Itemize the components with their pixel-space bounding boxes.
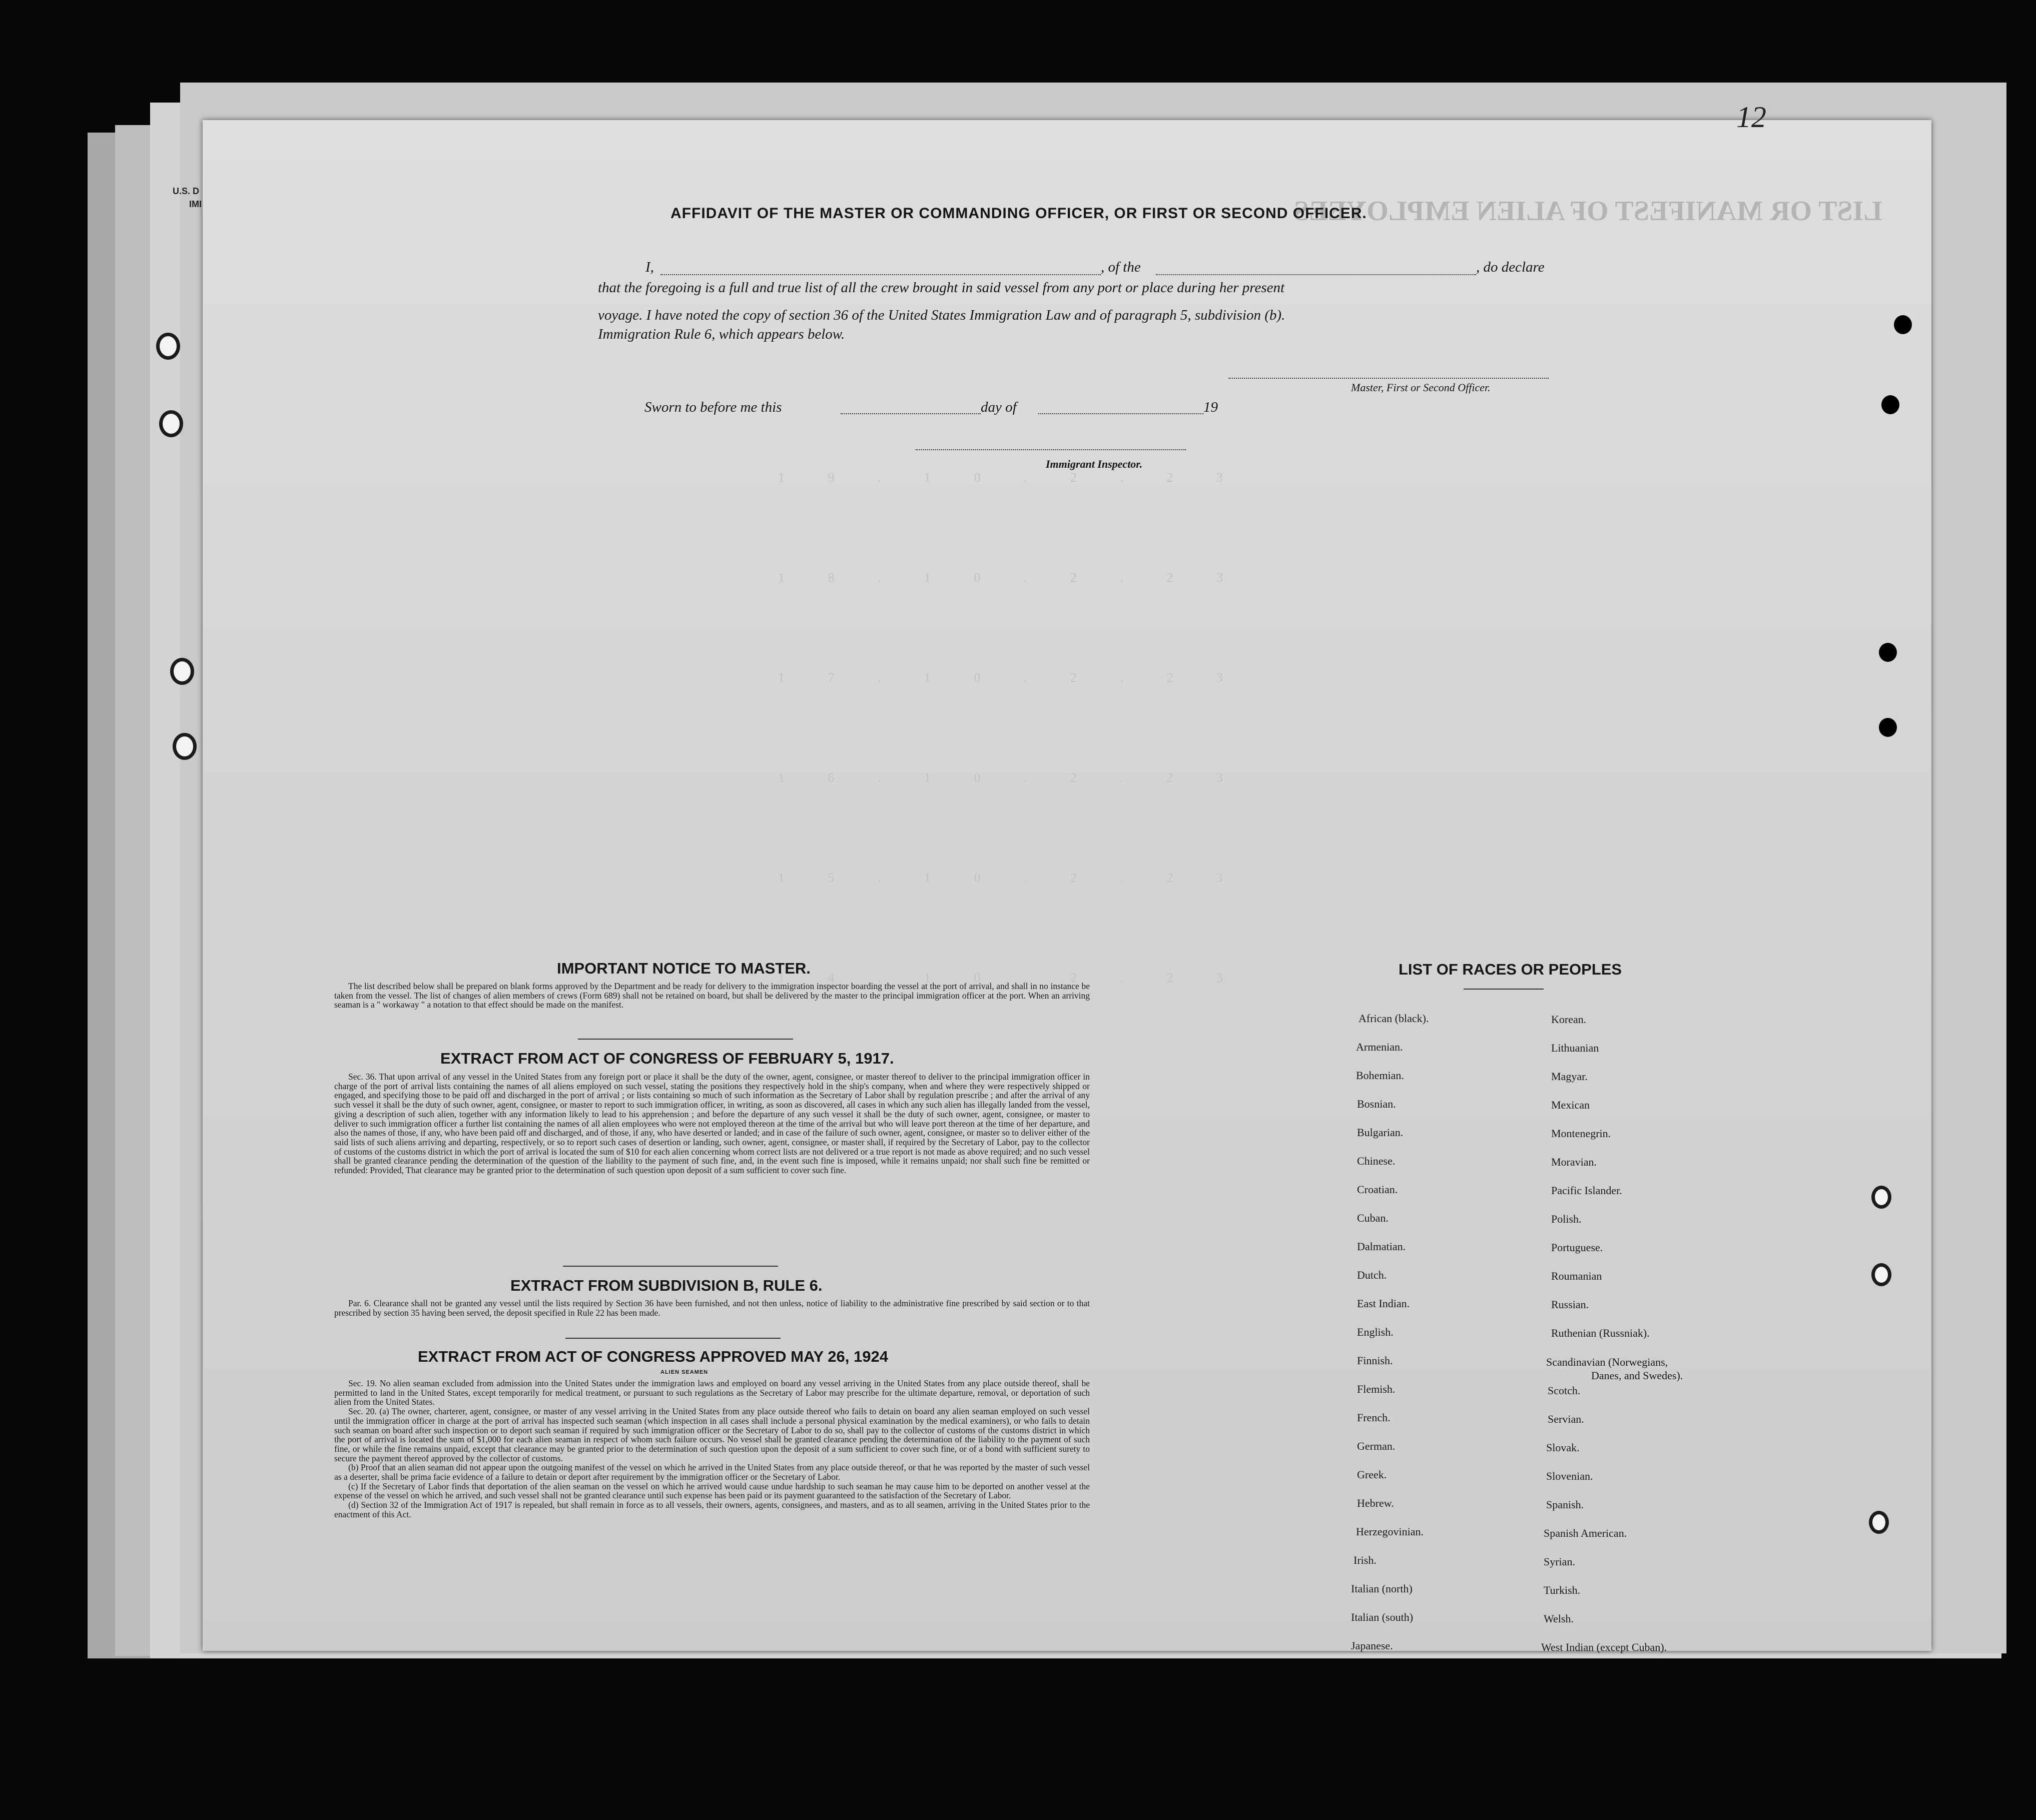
sworn-year-label: 19 xyxy=(1203,399,1218,415)
race-item: Hebrew. xyxy=(1357,1497,1394,1509)
binder-hole xyxy=(1871,1186,1891,1209)
race-item: Spanish. xyxy=(1546,1498,1584,1511)
race-item: Herzegovinian. xyxy=(1356,1525,1424,1538)
races-title: LIST OF RACES OR PEOPLES xyxy=(1399,961,1622,978)
act1924-title: EXTRACT FROM ACT OF CONGRESS APPROVED MAY 26, 1924 xyxy=(418,1348,888,1365)
binder-hole xyxy=(159,410,183,437)
inspector-caption: Immigrant Inspector. xyxy=(1046,458,1143,470)
binder-hole xyxy=(170,658,194,685)
race-item: Bosnian. xyxy=(1357,1098,1396,1110)
do-declare-label: , do declare xyxy=(1476,259,1545,275)
race-item: Roumanian xyxy=(1551,1270,1602,1282)
race-item: Turkish. xyxy=(1544,1584,1581,1596)
race-item: African (black). xyxy=(1359,1012,1429,1025)
race-item: Danes, and Swedes). xyxy=(1591,1369,1683,1382)
bleed-through-text: 1 4 . 1 0 . 2 . 2 3 xyxy=(778,971,1243,985)
race-item: Syrian. xyxy=(1544,1555,1575,1568)
binder-hole xyxy=(156,333,180,360)
race-item: Spanish American. xyxy=(1544,1527,1627,1539)
race-item: Scandinavian (Norwegians, xyxy=(1546,1356,1668,1368)
binder-hole xyxy=(1869,1511,1889,1534)
affidavit-title: AFFIDAVIT OF THE MASTER OR COMMANDING OFFICER, OR FIRST OR SECOND OFFICER. xyxy=(670,205,1367,222)
race-item: Cuban. xyxy=(1357,1212,1389,1224)
bleed-through-text: 1 6 . 1 0 . 2 . 2 3 xyxy=(778,770,1243,785)
race-item: Ruthenian (Russniak). xyxy=(1551,1327,1650,1339)
divider xyxy=(578,1039,793,1040)
race-item: Flemish. xyxy=(1357,1383,1396,1395)
race-item: Japanese. xyxy=(1351,1639,1393,1652)
affidavit-line-4: Immigration Rule 6, which appears below. xyxy=(598,326,845,342)
race-item: Korean. xyxy=(1551,1013,1587,1026)
punch-hole xyxy=(1894,315,1912,334)
race-item: Magyar. xyxy=(1551,1070,1588,1083)
race-item: English. xyxy=(1357,1326,1394,1338)
race-item: Bohemian. xyxy=(1356,1069,1404,1082)
race-item: Finnish. xyxy=(1357,1354,1393,1367)
race-item: West Indian (except Cuban). xyxy=(1541,1641,1667,1653)
act1917-title: EXTRACT FROM ACT OF CONGRESS OF FEBRUARY 5, 1917. xyxy=(440,1050,894,1067)
rule6-text: Par. 6. Clearance shall not be granted any vessel until the lists required by Section 36 have been furnished, and not then unless, notice of liability to the administrative fine prescribed by said section or to that prescribed by section 35 having been served, the deposit specified in Rule 22 has been made. xyxy=(334,1298,1090,1318)
binder-hole xyxy=(173,733,197,760)
punch-hole xyxy=(1879,643,1897,662)
edge-label: U.S. D xyxy=(173,186,200,196)
race-item: Scotch. xyxy=(1548,1384,1581,1397)
race-item: French. xyxy=(1357,1411,1391,1424)
sworn-prefix: Sworn to before me this xyxy=(644,399,782,415)
race-item: Polish. xyxy=(1551,1213,1582,1225)
declarant-prefix: I, xyxy=(645,259,654,275)
sworn-month-line xyxy=(1038,413,1203,414)
signature-line xyxy=(1228,378,1549,379)
race-item: German. xyxy=(1357,1440,1396,1452)
race-item: Greek. xyxy=(1357,1468,1387,1481)
binder-hole xyxy=(1871,1263,1891,1286)
vessel-name-line xyxy=(1156,274,1476,275)
race-item: Russian. xyxy=(1551,1298,1589,1311)
rule6-title: EXTRACT FROM SUBDIVISION B, RULE 6. xyxy=(510,1277,823,1294)
race-item: Mexican xyxy=(1551,1099,1590,1111)
race-item: Dalmatian. xyxy=(1357,1240,1406,1253)
declarant-name-line xyxy=(660,274,1101,275)
race-item: Lithuanian xyxy=(1551,1042,1599,1054)
inspector-signature-line xyxy=(916,449,1186,450)
race-item: Slovak. xyxy=(1546,1441,1580,1454)
race-item: Pacific Islander. xyxy=(1551,1184,1622,1197)
affidavit-line-2: that the foregoing is a full and true list of all the crew brought in said vessel from any port or place during her present xyxy=(598,280,1285,296)
sworn-day-label: day of xyxy=(981,399,1017,415)
race-item: Portuguese. xyxy=(1551,1241,1603,1254)
bleed-through-text: LIST OR MANIFEST OF ALIEN EMPLOYEES xyxy=(1293,196,1882,227)
edge-label: IMI xyxy=(189,199,202,209)
page-number: 12 xyxy=(1736,101,1766,134)
bleed-through-text: 1 7 . 1 0 . 2 . 2 3 xyxy=(778,670,1243,685)
punch-hole xyxy=(1879,718,1897,737)
of-the-label: , of the xyxy=(1101,259,1141,275)
race-item: East Indian. xyxy=(1357,1297,1410,1310)
race-item: Slovenian. xyxy=(1546,1470,1593,1482)
race-item: Montenegrin. xyxy=(1551,1127,1611,1140)
divider xyxy=(1464,989,1544,990)
race-item: Moravian. xyxy=(1551,1156,1597,1168)
affidavit-line-3: voyage. I have noted the copy of section 36 of the United States Immigration Law and of paragraph 5, subdivision (b). xyxy=(598,307,1285,323)
signature-caption: Master, First or Second Officer. xyxy=(1351,381,1491,394)
race-item: Dutch. xyxy=(1357,1269,1387,1281)
act1917-text: Sec. 36. That upon arrival of any vessel in the United States from any foreign port or place it shall be the duty of the owner, agent, consignee, or master thereof to deliver to the principal immigration officer in charge of the port of arrival lists containing the names of all aliens employed on such vessel, stating the positions they respectively hold in the ship's company, when and where they were respectively shipped or engaged, and specifying those to be paid off and discharged in the port of arrival ; or lists containing so much of such information as the Secretary of Labor shall by regulation prescribe ; and after the arrival of any such vessel it shall be the duty of such owner, agent, consignee, or master to report to such immigration officer, in writing, as soon as discovered, all cases in which any such alien has illegally landed from the vessel, giving a description of such alien, together with any information likely to lead to his apprehension ; and before the departure of any such vessel it shall be the duty of such owner, agent, consignee, or master to deliver to such immigration officer a further list containing the names of all alien employees who were not employed thereon at the time of the arrival but who will leave port thereon at the time of her departure, and also the names of those, if any, who have been paid off and discharged, and of those, if any, who have deserted or landed; and in case of the failure of such owner, agent, consignee, or master so to deliver either of the said lists of such aliens arriving and departing, respectively, or so to report such cases of desertion or landing, such owner, agent, consignee, or master shall, if required by the Secretary of Labor, pay to the collector of customs of the customs district in which the port of arrival is located the sum of $10 for each alien concerning whom correct lists are not delivered or a true report is not made as above required; and no such vessel shall be granted clearance pending the determination of the question of the liability to the payment of such fine, and, in the event such fine is imposed, while it remains unpaid; nor shall such fine be remitted or refunded: Provided, That clearance may be granted prior to the determination of such question upon deposit of a sum sufficient to cover such fine. xyxy=(334,1072,1090,1176)
race-item: Italian (north) xyxy=(1351,1582,1413,1595)
race-item: Welsh. xyxy=(1544,1612,1574,1625)
punch-hole xyxy=(1881,395,1899,414)
race-item: Servian. xyxy=(1548,1413,1584,1425)
race-item: Armenian. xyxy=(1356,1041,1403,1053)
race-item: Croatian. xyxy=(1357,1183,1398,1196)
notice-text: The list described below shall be prepared on blank forms approved by the Department and be ready for delivery to the immigration inspector boarding the vessel at the port of arrival, and shall in no instance be taken from the vessel. The list of changes of alien members of crews (Form 689) shall not be retained on board, but shall be delivered by the master to the principal immigration officer at the port. When an arriving seaman is a " workaway " a notation to that effect should be made on the manifest. xyxy=(334,981,1090,1010)
bleed-through-text: 1 8 . 1 0 . 2 . 2 3 xyxy=(778,570,1243,585)
bleed-through-text: 1 9 . 1 0 . 2 . 2 3 xyxy=(778,470,1243,485)
act1924-text: Sec. 19. No alien seaman excluded from admission into the United States under the immigration laws and employed on board any vessel arriving in the United States from any place outside thereof, shall be permitted to land in the United States, except temporarily for medical treatment, or pursuant to such regulations as the Secretary of Labor may prescribe for the ultimate departure, removal, or deportation of such alien from the United States. Sec. 20. (a) The owner, charterer, agent, consignee, or master of any vessel arriving in the United States from any place outside thereof who fails to detain on board any alien seaman employed on such vessel until the immigration officer in charge at the port of arrival has inspected such seaman (which inspection in all cases shall include a personal physical examination by the medical examiners), or who fails to detain such seaman on board after such inspection or to deport such seaman if required by such immigration officer or the Secretary of Labor to do so, shall pay to the collector of customs of the customs district in which the port of arrival is located the sum of $1,000 for each alien seaman in respect of whom such failure occurs. No vessel shall be granted clearance pending the determination of the liability to the payment of such fine, or while the fine remains unpaid, except that clearance may be granted prior to the determination of such question upon the deposit of a sum sufficient to cover such fine, or of a bond with sufficient surety to secure the payment thereof approved by the collector of customs. (b) Proof that an alien seaman did not appear upon the outgoing manifest of the vessel on which he arrived in the United States from any place outside thereof, or that he was reported by the master of such vessel as a deserter, shall be prima facie evidence of a failure to detain or deport after requirement by the immigration officer or the Secretary of Labor. (c) If the Secretary of Labor finds that deportation of the alien seaman on the vessel on which he arrived would cause undue hardship to such seaman he may cause him to be deported on another vessel at the expense of the vessel on which he arrived, and such vessel shall not be granted clearance until such expense has been paid or its payment guaranteed to the satisfaction of the Secretary of Labor. (d) Section 32 of the Immigration Act of 1917 is repealed, but shall remain in force as to all vessels, their owners, agents, consignees, and masters, and as to all seamen, arriving in the United States prior to the enactment of this Act. xyxy=(334,1378,1090,1519)
notice-title: IMPORTANT NOTICE TO MASTER. xyxy=(557,960,811,977)
divider xyxy=(565,1338,781,1339)
race-item: Irish. xyxy=(1353,1554,1377,1566)
bleed-through-text: 1 5 . 1 0 . 2 . 2 3 xyxy=(778,870,1243,885)
race-item: Italian (south) xyxy=(1351,1611,1414,1623)
act1924-subtitle: ALIEN SEAMEN xyxy=(660,1369,709,1375)
sworn-date-line xyxy=(841,413,981,414)
race-item: Chinese. xyxy=(1357,1155,1396,1167)
race-item: Bulgarian. xyxy=(1357,1126,1404,1139)
divider xyxy=(563,1266,778,1267)
